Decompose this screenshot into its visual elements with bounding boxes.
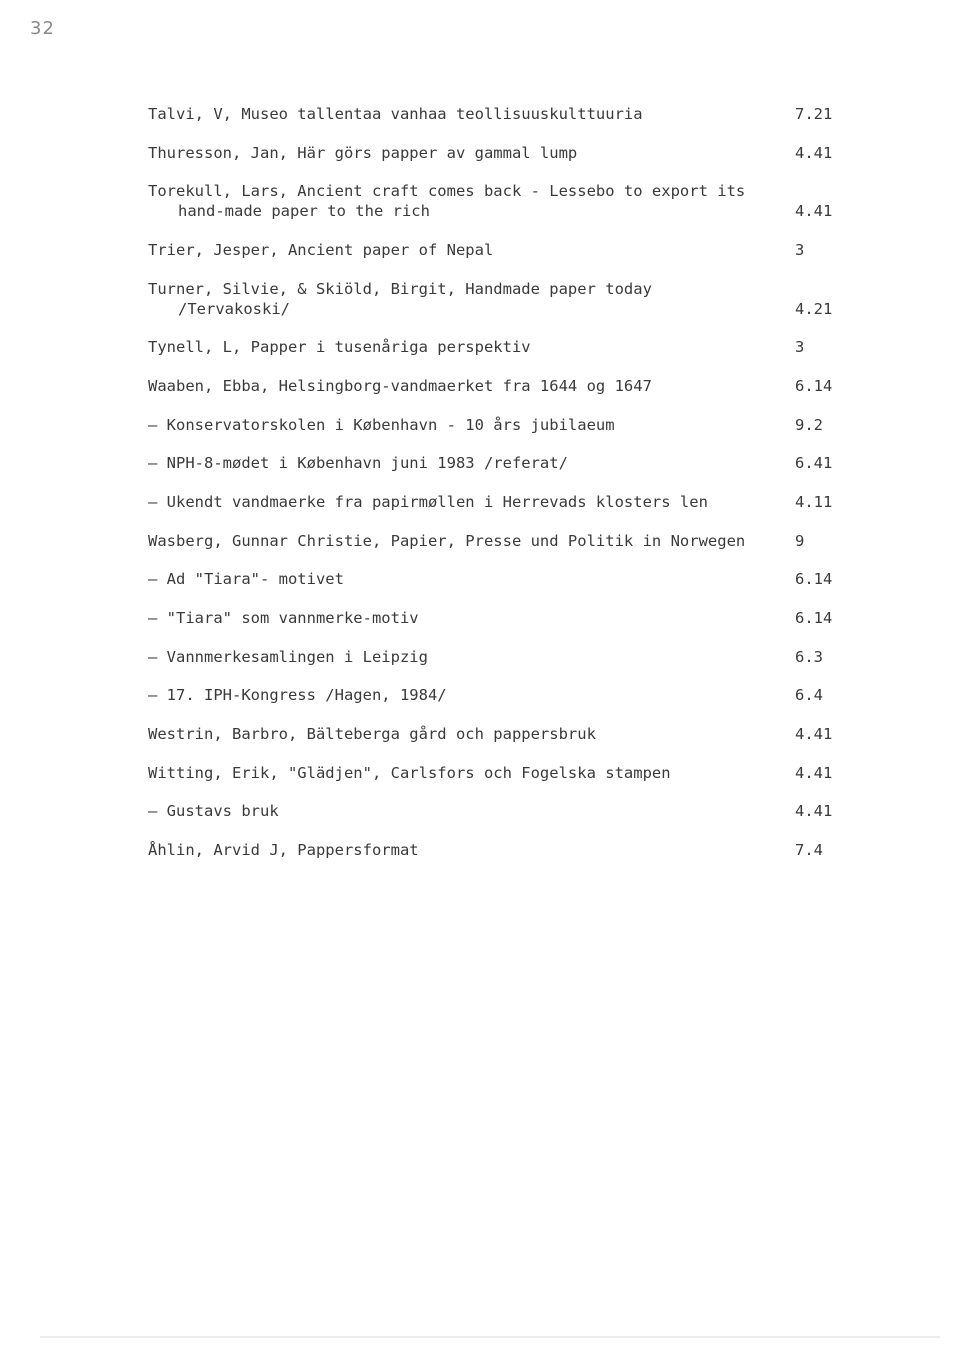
entry-reference: 6.14: [795, 570, 833, 588]
entry-reference: 4.41: [795, 144, 833, 162]
entry-text: Witting, Erik, "Glädjen", Carlsfors och Fogelska stampen: [148, 764, 671, 782]
entry-text-continuation: /Tervakoski/: [178, 300, 290, 318]
entry-reference: 4.41: [795, 802, 833, 820]
entry-text: Åhlin, Arvid J, Pappersformat: [148, 841, 419, 859]
entry-text: [148, 279, 788, 319]
entry-reference: 4.41: [795, 202, 833, 220]
entry-text: Wasberg, Gunnar Christie, Papier, Presse und Politik in Norwegen: [148, 532, 746, 550]
entry-text: Trier, Jesper, Ancient paper of Nepal: [148, 241, 494, 259]
entry-reference: 6.14: [795, 609, 833, 627]
entry-text: — 17. IPH-Kongress /Hagen, 1984/: [148, 686, 447, 704]
entry-text-line: Torekull, Lars, Ancient craft comes back - Lessebo to export its: [148, 182, 746, 200]
entry-reference: 9: [795, 532, 805, 550]
entry-text: — Konservatorskolen i København - 10 års jubilaeum: [148, 416, 615, 434]
entry-reference: 3: [795, 338, 805, 356]
entry-reference: 4.11: [795, 493, 833, 511]
entry-reference: 6.41: [795, 454, 833, 472]
entry-text: — NPH-8-mødet i København juni 1983 /referat/: [148, 454, 568, 472]
page-number: 32: [30, 18, 55, 39]
entry-reference: 9.2: [795, 416, 823, 434]
entry-text: — Vannmerkesamlingen i Leipzig: [148, 648, 428, 666]
entry-text: [148, 181, 788, 221]
entry-text: Thuresson, Jan, Här görs papper av gammal lump: [148, 144, 578, 162]
entry-text: — Ad "Tiara"- motivet: [148, 570, 344, 588]
entry-text: Tynell, L, Papper i tusenåriga perspektiv: [148, 338, 531, 356]
entry-reference: 7.4: [795, 841, 823, 859]
entry-reference: 6.14: [795, 377, 833, 395]
entry-reference: 4.41: [795, 725, 833, 743]
entry-text-line: Turner, Silvie, & Skiöld, Birgit, Handmade paper today: [148, 280, 652, 298]
entry-reference: 7.21: [795, 105, 833, 123]
entry-reference: 6.3: [795, 648, 823, 666]
entry-text: — Gustavs bruk: [148, 802, 279, 820]
entry-text: Talvi, V, Museo tallentaa vanhaa teollisuuskulttuuria: [148, 105, 643, 123]
entry-text: — Ukendt vandmaerke fra papirmøllen i Herrevads klosters len: [148, 493, 708, 511]
entry-reference: 6.4: [795, 686, 823, 704]
entry-reference: 3: [795, 241, 805, 259]
page-bottom-divider: [40, 1336, 940, 1338]
entry-text: Westrin, Barbro, Bälteberga gård och pappersbruk: [148, 725, 596, 743]
entry-text: Waaben, Ebba, Helsingborg-vandmaerket fra 1644 og 1647: [148, 377, 652, 395]
entry-reference: 4.41: [795, 764, 833, 782]
entry-reference: 4.21: [795, 300, 833, 318]
entry-text: — "Tiara" som vannmerke-motiv: [148, 609, 419, 627]
entry-text-continuation: hand-made paper to the rich: [178, 202, 430, 220]
